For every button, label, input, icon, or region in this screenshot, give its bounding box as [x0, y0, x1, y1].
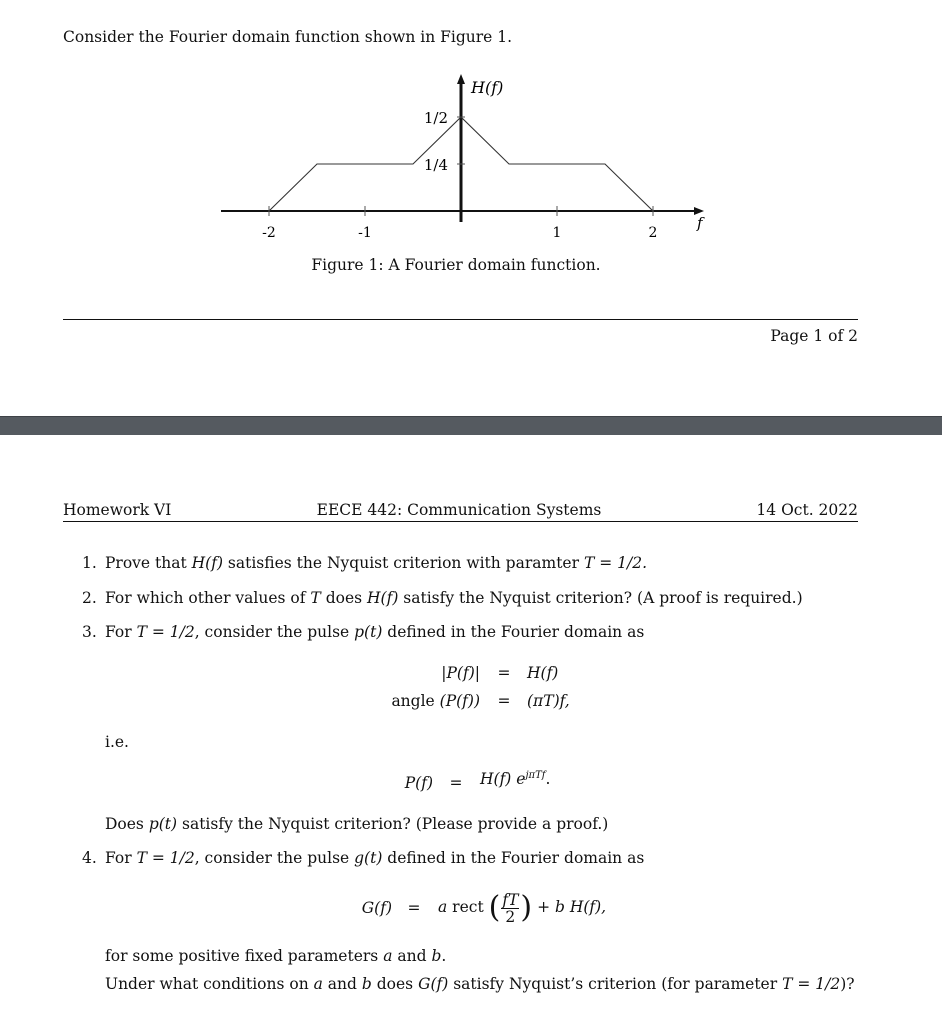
x-tick-label: -2 — [262, 225, 276, 241]
fourier-figure — [0, 60, 942, 250]
y-tick-label: 1/4 — [423, 156, 448, 174]
q3-eq2-rhs: (πT)f, — [527, 692, 570, 710]
q3-number: 3. — [82, 623, 97, 641]
q4-number: 4. — [82, 849, 97, 867]
q4-eq-lhs: G(f) — [361, 899, 392, 917]
q2-number: 2. — [82, 589, 97, 607]
q3-eq1-sign: = — [497, 664, 511, 682]
q2-text: For which other values of T does H(f) satisfy the Nyquist criterion? (A proof is required.) — [105, 589, 803, 607]
intro-text: Consider the Fourier domain function shown in Figure 1. — [63, 28, 513, 46]
x-axis-label: f — [697, 214, 703, 232]
y-axis-label: H(f) — [471, 78, 504, 97]
q3-eq1-lhs: |P(f)| — [441, 664, 480, 682]
q3-question: Does p(t) satisfy the Nyquist criterion? (Please provide a proof.) — [105, 815, 609, 833]
footer-rule — [63, 319, 858, 320]
q1-number: 1. — [82, 554, 97, 572]
q4-eq-sign: = — [407, 899, 421, 917]
q1-text: Prove that H(f) satisfies the Nyquist criterion with paramter T = 1/2. — [105, 554, 647, 572]
header-rule — [63, 521, 858, 522]
header-center: EECE 442: Communication Systems — [316, 501, 602, 519]
y-axis-arrow — [457, 74, 465, 84]
q4-text-question: Under what conditions on a and b does G(f) satisfy Nyquist’s criterion (for parameter T = 1/2)? — [105, 975, 855, 993]
figure-caption: Figure 1: A Fourier domain function. — [311, 256, 601, 274]
q4-eq-rhs: a rect ( $\frac{fT}{2}$ ) + b H(f), — [438, 890, 607, 926]
y-tick-label: 1/2 — [423, 109, 448, 127]
x-tick-label: -1 — [358, 225, 372, 241]
q4-text-params: for some positive fixed parameters a and b. — [105, 947, 447, 965]
q3-text: For T = 1/2, consider the pulse p(t) defined in the Fourier domain as — [105, 623, 645, 641]
page-separator — [0, 416, 942, 435]
q4-fraction: $\frac{fT}{2}$ — [502, 890, 519, 926]
header-right: 14 Oct. 2022 — [756, 501, 858, 519]
q3-eq3-lhs: P(f) — [404, 774, 433, 792]
q3-ie: i.e. — [105, 733, 129, 751]
q4-text: For T = 1/2, consider the pulse g(t) defined in the Fourier domain as — [105, 849, 645, 867]
q3-eq3-sign: = — [449, 774, 463, 792]
x-tick-label: 1 — [552, 225, 562, 241]
q3-eq2-lhs: angle (P(f)) — [391, 692, 480, 710]
header-left: Homework VI — [63, 501, 172, 519]
page-number: Page 1 of 2 — [770, 327, 858, 345]
q3-eq2-sign: = — [497, 692, 511, 710]
q3-eq3-rhs: H(f) $e^{j\pi Tf}$. — [480, 770, 551, 789]
q3-eq1-rhs: H(f) — [527, 664, 559, 682]
x-tick-label: 2 — [648, 225, 658, 241]
